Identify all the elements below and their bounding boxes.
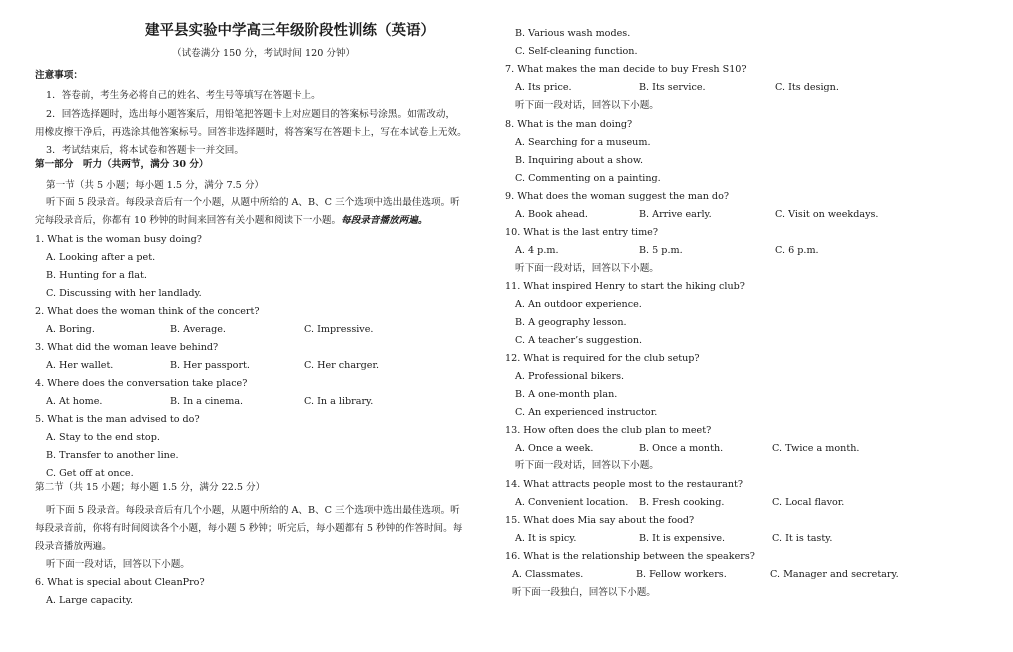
question-1-option-a: A. Looking after a pet. (46, 252, 156, 263)
question-11-stem: 11. What inspired Henry to start the hiking club? (505, 281, 745, 292)
note-item-3: 3．考试结束后，将本试卷和答题卡一并交回。 (46, 145, 244, 156)
section2-instructions-a: 听下面 5 段录音。每段录音后有几个小题，从题中所给的 A、B、C 三个选项中选出最佳选项。听 (46, 505, 460, 516)
question-4-option-c: C. In a library. (304, 396, 374, 407)
question-12-option-b: B. A one-month plan. (515, 389, 618, 400)
question-12-option-c: C. An experienced instructor. (515, 407, 658, 418)
question-2-option-b: B. Average. (170, 324, 226, 335)
question-6-stem: 6. What is special about CleanPro? (35, 577, 205, 588)
question-5-stem: 5. What is the man advised to do? (35, 414, 200, 425)
note-item-2a: 2．回答选择题时，选出每小题答案后，用铅笔把答题卡上对应题目的答案标号涂黑。如需改动， (46, 109, 456, 120)
question-15-option-b: B. It is expensive. (639, 533, 726, 544)
question-16-option-c: C. Manager and secretary. (770, 569, 899, 580)
note-item-1: 1．答卷前，考生务必将自己的姓名、考生号等填写在答题卡上。 (46, 90, 321, 101)
question-16-stem: 16. What is the relationship between the speakers? (505, 551, 755, 562)
question-8-option-b: B. Inquiring about a show. (515, 155, 644, 166)
section2-instructions-c: 段录音播放两遍。 (35, 541, 112, 552)
question-13-option-a: A. Once a week. (515, 443, 594, 454)
question-10-option-c: C. 6 p.m. (775, 245, 819, 256)
section1-heading: 第一节（共 5 小题；每小题 1.5 分，满分 7.5 分） (46, 180, 265, 191)
question-8-stem: 8. What is the man doing? (505, 119, 633, 130)
page-title: 建平县实验中学高三年级阶段性训练（英语） (145, 22, 435, 39)
question-6-option-a: A. Large capacity. (46, 595, 134, 606)
question-13-option-b: B. Once a month. (639, 443, 724, 454)
question-15-option-a: A. It is spicy. (515, 533, 577, 544)
question-13-option-c: C. Twice a month. (772, 443, 860, 454)
section1-instructions-emphasis: 每段录音播放两遍。 (341, 215, 428, 226)
question-14-option-c: C. Local flavor. (772, 497, 845, 508)
question-7-option-b: B. Its service. (639, 82, 706, 93)
section1-instructions-a: 听下面 5 段录音。每段录音后有一个小题，从题中所给的 A、B、C 三个选项中选出最佳选项。听 (46, 197, 460, 208)
question-9-option-a: A. Book ahead. (515, 209, 588, 220)
part1-heading: 第一部分 听力（共两节，满分 30 分） (35, 159, 209, 170)
question-4-option-b: B. In a cinema. (170, 396, 244, 407)
question-10-option-b: B. 5 p.m. (639, 245, 683, 256)
question-14-option-b: B. Fresh cooking. (639, 497, 725, 508)
question-5-option-b: B. Transfer to another line. (46, 450, 179, 461)
question-9-option-c: C. Visit on weekdays. (775, 209, 879, 220)
question-16-option-b: B. Fellow workers. (636, 569, 727, 580)
question-2-option-c: C. Impressive. (304, 324, 374, 335)
question-12-option-a: A. Professional bikers. (515, 371, 625, 382)
question-4-option-a: A. At home. (46, 396, 103, 407)
question-15-stem: 15. What does Mia say about the food? (505, 515, 695, 526)
question-9-option-b: B. Arrive early. (639, 209, 712, 220)
question-10-option-a: A. 4 p.m. (515, 245, 559, 256)
question-6-option-c: C. Self-cleaning function. (515, 46, 638, 57)
monologue-prompt: 听下面一段独白，回答以下小题。 (512, 587, 656, 598)
question-7-stem: 7. What makes the man decide to buy Fresh S10? (505, 64, 747, 75)
question-7-option-a: A. Its price. (515, 82, 572, 93)
question-1-option-c: C. Discussing with her landlady. (46, 288, 202, 299)
question-11-option-a: A. An outdoor experience. (515, 299, 642, 310)
question-14-option-a: A. Convenient location. (515, 497, 629, 508)
question-3-option-a: A. Her wallet. (46, 360, 114, 371)
question-11-option-c: C. A teacher’s suggestion. (515, 335, 643, 346)
conversation-prompt: 听下面一段对话，回答以下小题。 (515, 460, 659, 471)
conversation-prompt: 听下面一段对话，回答以下小题。 (515, 100, 659, 111)
note-item-2b: 用橡皮擦干净后，再选涂其他答案标号。回答非选择题时，将答案写在答题卡上，写在本试卷上无效。 (35, 127, 467, 138)
section1-instructions-plain: 完每段录音后，你都有 10 秒钟的时间来回答有关小题和阅读下一小题。 (35, 215, 342, 226)
notes-heading: 注意事项： (35, 70, 83, 81)
question-15-option-c: C. It is tasty. (772, 533, 833, 544)
conversation-prompt: 听下面一段对话，回答以下小题。 (46, 559, 190, 570)
question-8-option-a: A. Searching for a museum. (515, 137, 651, 148)
conversation-prompt: 听下面一段对话，回答以下小题。 (515, 263, 659, 274)
exam-info: （试卷满分 150 分，考试时间 120 分钟） (172, 48, 356, 59)
question-5-option-c: C. Get off at once. (46, 468, 134, 479)
question-3-stem: 3. What did the woman leave behind? (35, 342, 219, 353)
question-1-stem: 1. What is the woman busy doing? (35, 234, 202, 245)
question-4-stem: 4. Where does the conversation take place? (35, 378, 248, 389)
question-3-option-c: C. Her charger. (304, 360, 380, 371)
question-1-option-b: B. Hunting for a flat. (46, 270, 147, 281)
question-12-stem: 12. What is required for the club setup? (505, 353, 700, 364)
question-2-stem: 2. What does the woman think of the concert? (35, 306, 260, 317)
section1-instructions-b (35, 216, 427, 226)
question-13-stem: 13. How often does the club plan to meet? (505, 425, 712, 436)
question-14-stem: 14. What attracts people most to the restaurant? (505, 479, 744, 490)
question-16-option-a: A. Classmates. (512, 569, 584, 580)
question-11-option-b: B. A geography lesson. (515, 317, 627, 328)
question-3-option-b: B. Her passport. (170, 360, 250, 371)
question-9-stem: 9. What does the woman suggest the man do? (505, 191, 729, 202)
question-2-option-a: A. Boring. (46, 324, 95, 335)
section2-instructions-b: 每段录音前，你将有时间阅读各个小题，每小题 5 秒钟；听完后，每小题都有 5 秒钟的作答时间。每 (35, 523, 463, 534)
section2-heading: 第二节（共 15 小题；每小题 1.5 分，满分 22.5 分） (35, 482, 266, 493)
question-6-option-b: B. Various wash modes. (515, 28, 631, 39)
question-10-stem: 10. What is the last entry time? (505, 227, 658, 238)
question-8-option-c: C. Commenting on a painting. (515, 173, 661, 184)
question-5-option-a: A. Stay to the end stop. (46, 432, 160, 443)
question-7-option-c: C. Its design. (775, 82, 839, 93)
